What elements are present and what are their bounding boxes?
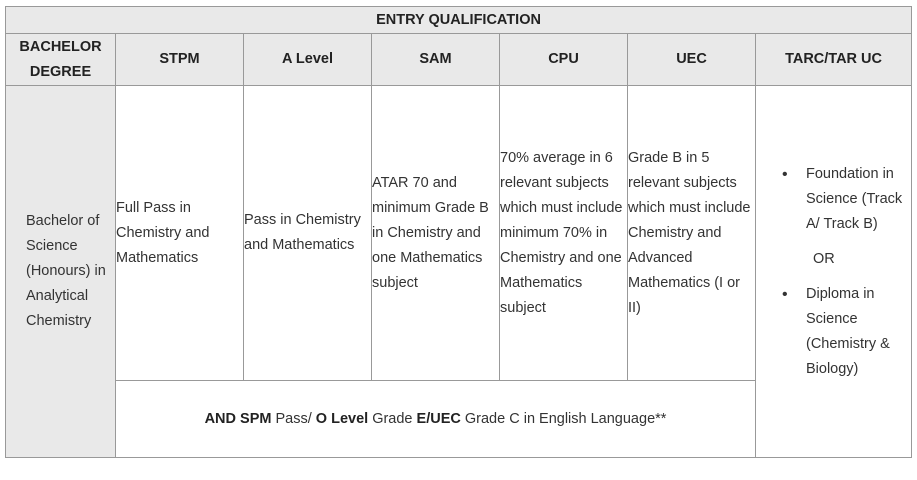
uec-requirement-cell: Grade B in 5 relevant subjects which must include Chemistry and Advanced Mathematics (I or II) <box>628 86 756 381</box>
sam-requirement-cell: ATAR 70 and minimum Grade B in Chemistry and one Mathematics subject <box>372 86 500 381</box>
note-grade: Grade <box>368 411 417 427</box>
note-e-uec: E/UEC <box>416 411 461 427</box>
tarc-options-list <box>756 162 911 237</box>
cpu-requirement-cell: 70% average in 6 relevant subjects which must include minimum 70% in Chemistry and one Mathematics subject <box>500 86 628 381</box>
tarc-options-list-2 <box>756 282 911 382</box>
or-separator: OR <box>813 250 835 267</box>
header-a-level: A Level <box>244 34 372 86</box>
note-spm: AND SPM <box>204 411 272 427</box>
tarc-option-foundation: • Foundation in Science (Track A/ Track B) <box>806 162 911 237</box>
note-pass: Pass/ <box>271 411 316 427</box>
degree-name-cell: Bachelor of Science (Honours) in Analytical Chemistry <box>6 86 116 458</box>
table-title: ENTRY QUALIFICATION <box>6 7 912 34</box>
header-cpu: CPU <box>500 34 628 86</box>
header-stpm: STPM <box>116 34 244 86</box>
header-sam: SAM <box>372 34 500 86</box>
note-o-level: O Level <box>315 411 369 427</box>
english-requirement-note <box>116 381 756 458</box>
stpm-requirement-cell: Full Pass in Chemistry and Mathematics <box>116 86 244 381</box>
header-bachelor-degree: BACHELOR DEGREE <box>6 34 116 86</box>
header-tarc: TARC/TAR UC <box>756 34 912 86</box>
header-uec: UEC <box>628 34 756 86</box>
tarc-option-diploma: • Diploma in Science (Chemistry & Biology) <box>806 282 911 382</box>
tarc-requirement-cell <box>756 86 912 458</box>
entry-qualification-table <box>5 6 912 458</box>
note-english: Grade C in English Language** <box>460 411 667 427</box>
a-level-requirement-cell: Pass in Chemistry and Mathematics <box>244 86 372 381</box>
